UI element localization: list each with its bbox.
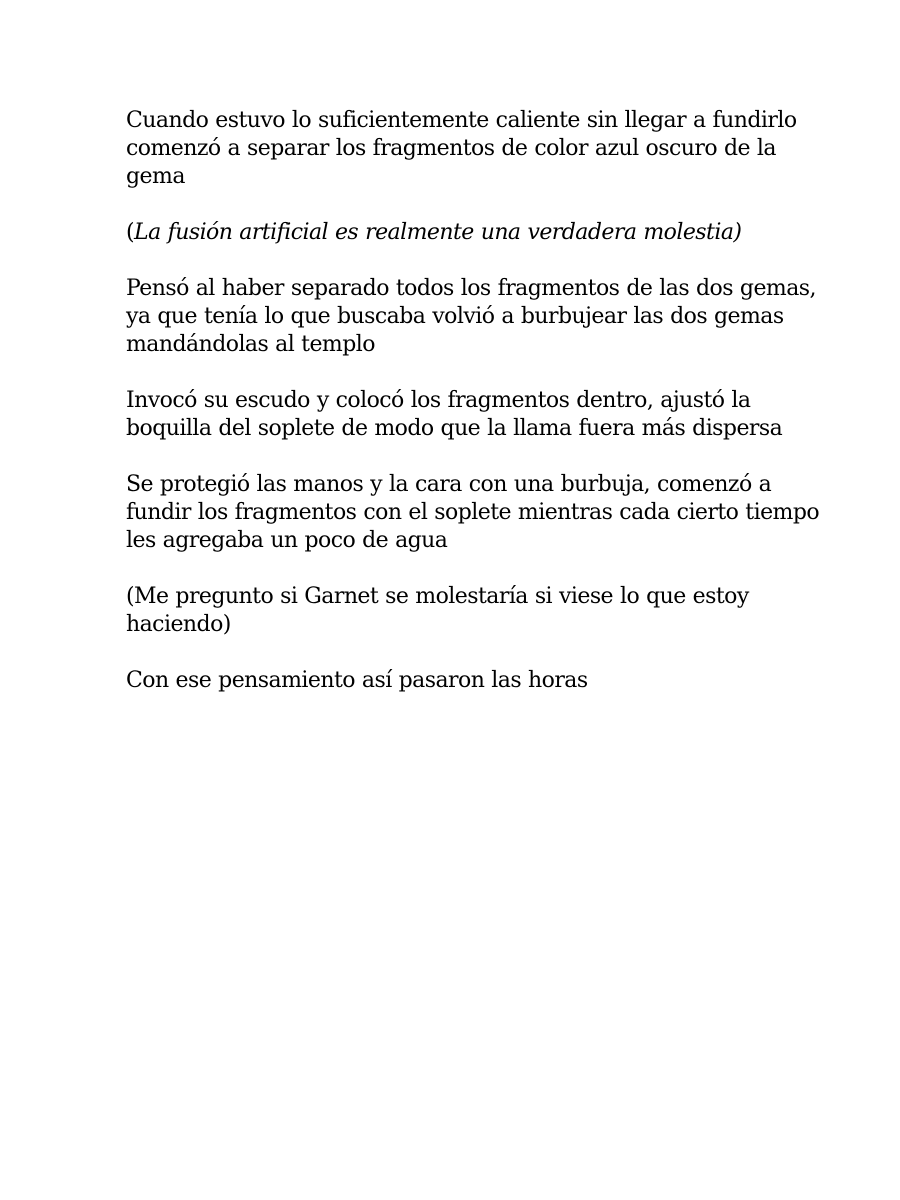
paragraph-5 xyxy=(126,471,820,555)
paragraph-line: Pensó al haber separado todos los fragmentos de las dos gemas, xyxy=(126,276,816,301)
paragraph-line: comenzó a separar los fragmentos de color azul oscuro de la xyxy=(126,136,776,161)
italic-thought-text: La fusión artificial es realmente una verdadera molestia) xyxy=(134,220,742,245)
paragraph-line: Con ese pensamiento así pasaron las horas xyxy=(126,668,588,693)
paragraph-line: mandándolas al templo xyxy=(126,332,375,357)
paragraph-1 xyxy=(126,107,797,191)
paragraph-line: haciendo) xyxy=(126,612,231,637)
paragraph-line: Se protegió las manos y la cara con una burbuja, comenzó a xyxy=(126,472,772,497)
document-body xyxy=(126,107,820,695)
paragraph-4 xyxy=(126,387,790,443)
paragraph-line: fundir los fragmentos con el soplete mientras cada cierto tiempo xyxy=(126,500,820,525)
paragraph-line: gema xyxy=(126,164,185,189)
paragraph-7 xyxy=(126,667,790,695)
paragraph-3 xyxy=(126,275,816,359)
paragraph-line: boquilla del soplete de modo que la llama fuera más dispersa xyxy=(126,416,783,441)
paragraph-line xyxy=(126,219,790,247)
paragraph-line: (Me pregunto si Garnet se molestaría si viese lo que estoy xyxy=(126,584,749,609)
paragraph-line: ya que tenía lo que buscaba volvió a burbujear las dos gemas xyxy=(126,304,784,329)
open-parenthesis: ( xyxy=(126,220,135,245)
paragraph-line: Invocó su escudo y colocó los fragmentos dentro, ajustó la xyxy=(126,388,751,413)
paragraph-2-thought xyxy=(126,219,790,247)
paragraph-6 xyxy=(126,583,790,639)
paragraph-line: Cuando estuvo lo suficientemente caliente sin llegar a fundirlo xyxy=(126,108,797,133)
paragraph-line: les agregaba un poco de agua xyxy=(126,528,448,553)
